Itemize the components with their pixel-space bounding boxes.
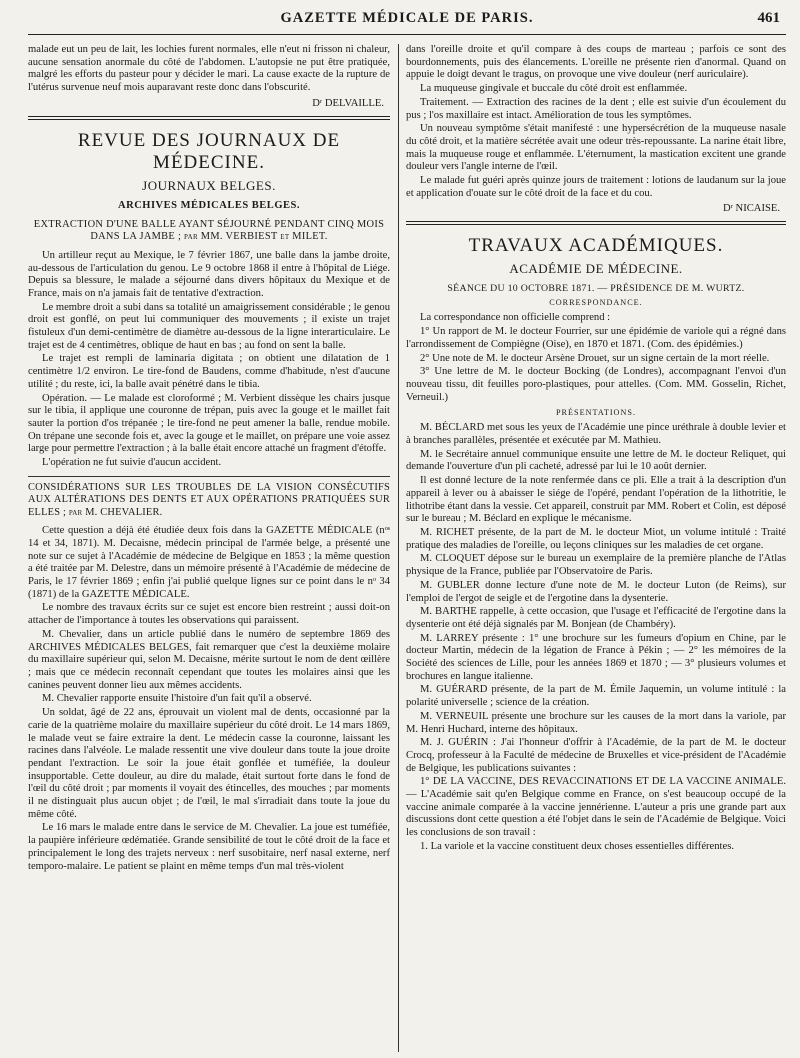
section-subtitle: JOURNAUX BELGES. xyxy=(142,177,276,193)
paragraph: 1° Un rapport de M. le docteur Fourrier, sur une épidémie de variole qui a régné dans l'arrondissement de Compiègne (Oise), en 1870 et 1871. (Com. des épidémies.) xyxy=(406,326,786,350)
article-title: CONSIDÉRATIONS SUR LES TROUBLES DE LA VISION CONSÉCUTIFS AUX ALTÉRATIONS DES DENTS ET AUX OPÉRATIONS PRATIQUÉES SUR ELLES ; par M. CHEVALIER. xyxy=(28,481,390,518)
paragraph: Le 16 mars le malade entre dans le service de M. Chevalier. La joue est tuméfiée, la paupière inférieure œdématiée. Grande sensibilité de tout le côté droit de la face et principalement le long des trajets nerveux : nerf susobitaire, nerf nasal externe, nerf temporo-malaire. Le patient se plaint en même temps d'un mal très-violent xyxy=(28,822,390,872)
divider xyxy=(28,116,390,120)
article-body xyxy=(28,525,390,873)
paragraph: La correspondance non officielle comprend : xyxy=(420,312,611,324)
paragraph: 1° DE LA VACCINE, DES REVACCINATIONS ET DE LA VACCINE ANIMALE. — L'Académie sait qu'en Belgique comme en France, on s'est beaucoup occupé de la vaccine animale comparée à la vaccine jennérienne. L'auteur a pris une grande part aux discussions dont cette question a été l'objet dans le sein de l'Académie de Belgique. Voici les conclusions de son travail : xyxy=(406,776,786,839)
columns xyxy=(28,44,786,1052)
paragraph: M. GUBLER donne lecture d'une note de M. le docteur Luton (de Reims), sur l'emploi de l'ergot de seigle et de l'ergotine dans la dysenterie. xyxy=(406,579,786,604)
paragraph: M. J. GUÉRIN : J'ai l'honneur d'offrir à l'Académie, de la part de M. le docteur Crocq, professeur à la Faculté de médecine de Bruxelles et vice-président de l'Académie de Belgique, les publications suivantes : xyxy=(406,737,786,774)
paragraph: L'opération ne fut suivie d'aucun accident. xyxy=(42,457,222,469)
left-column xyxy=(28,44,390,1052)
divider xyxy=(28,476,390,477)
paragraph: 2° Une note de M. le docteur Arsène Drouet, sur un signe certain de la mort réelle. xyxy=(420,352,770,364)
section-title: TRAVAUX ACADÉMIQUES. xyxy=(468,235,724,257)
paragraph: Traitement. — Extraction des racines de la dent ; elle est suivie d'un écoulement du pus ; l'os maxillaire est intact. Amélioration de tous les symptômes. xyxy=(406,96,786,121)
correspondance-body xyxy=(406,312,786,404)
column-divider xyxy=(398,44,399,1052)
paragraph: Le malade fut guéri après quinze jours de traitement : lotions de laudanum sur la joue et application d'ouate sur le côté droit de la face et du cou. xyxy=(406,175,786,199)
paragraph: Un nouveau symptôme s'était manifesté : une hypersécrétion de la muqueuse nasale du côté droit, et la matière sécrétée avait une odeur très-repoussante. La narine était libre, mais la muqueuse rouge et enflammée. L'éternument, la mastication excitent une grande douleur vers l'angle interne de l'œil. xyxy=(406,123,786,173)
paragraph: M. CLOQUET dépose sur le bureau un exemplaire de la première planche de l'Atlas physique de la France, publiée par l'Observatoire de Paris. xyxy=(406,553,786,578)
meeting-line: SÉANCE DU 10 OCTOBRE 1871. — PRÉSIDENCE DE M. WURTZ. xyxy=(447,283,745,295)
paragraph: Un soldat, âgé de 22 ans, éprouvait un violent mal de dents, occasionné par la carie de la quatrième molaire du maxillaire supérieur du côté droit. Le 14 mars 1869, le malade veut se faire extraire la dent. Le médecin casse la couronne, laissant les racines dans l'alvéole. Le malade ressentit une vive douleur dans toute la joue droite pendant l'extraction. Le soir la joue était gonflée et tuméfiée, la douleur insupportable. Cette douleur, au dire du malade, était surtout forte dans le fond de l'œil du côté droit ; par moments il voyait des étincelles, des mouches ; par moments il ne distinguait plus aucun objet ; de l'œil, le mal s'irradiait dans toute la joue du même côté. xyxy=(28,707,390,820)
page-number: 461 xyxy=(757,10,780,26)
subsection-label: PRÉSENTATIONS. xyxy=(556,408,636,418)
article-title: EXTRACTION D'UNE BALLE AYANT SÉJOURNÉ PENDANT CINQ MOIS DANS LA JAMBE ; par MM. VERBIEST et MILET. xyxy=(33,218,385,243)
paragraph: 3° Une lettre de M. le docteur Bocking (de Londres), accompagnant l'envoi d'un nouveau tissu, dit feuilles poro-plastiques, pour attelles. (Com. MM. Gosselin, Richet, Verneuil.) xyxy=(406,366,786,403)
paragraph: Il est donné lecture de la note renfermée dans ce pli. Elle a trait à la description d'un appareil à lever ou à abaisser le siége de l'opéré, pendant l'opération de la lithotritie, le lithotribe étant dans la vessie. Cet appareil, construit par MM. Robert et Colin, est déposé sur le bureau ; M. Béclard en explique le mécanisme. xyxy=(406,475,786,525)
paragraph: Un artilleur reçut au Mexique, le 7 février 1867, une balle dans la jambe droite, au-dessous de l'articulation du genou. Le 9 octobre 1868 il entre à l'hôpital de Liége. Depuis sa blessure, le malade a séjourné dans divers hôpitaux du Mexique et de France, mais on n'a jamais fait de tentative d'extraction. xyxy=(28,249,390,299)
paragraph: 1. La variole et la vaccine constituent deux choses essentielles différentes. xyxy=(420,840,734,852)
paragraph: Le trajet est rempli de laminaria digitata ; on obtient une dilatation de 1 centimètre 1/2 environ. Le tire-fond de Baudens, comme d'habitude, n'est d'aucune utilité ; du reste, ici, la balle avait pénétré dans le tibia. xyxy=(28,353,390,390)
paragraph: M. Chevalier rapporte ensuite l'histoire d'un fait qu'il a observé. xyxy=(42,693,312,705)
section-title: REVUE DES JOURNAUX DE MÉDECINE. xyxy=(77,129,341,173)
journal-title: GAZETTE MÉDICALE DE PARIS. xyxy=(280,10,534,26)
intro-text xyxy=(28,44,390,95)
journal-name: ARCHIVES MÉDICALES BELGES. xyxy=(118,199,300,211)
paragraph: M. LARREY présente : 1° une brochure sur les fumeurs d'opium en Chine, par le docteur Martin, médecin de la légation de France à Pékin ; — 2° les mémoires de la Société des sciences de Lille, pour les années 1869 et 1870 ; — 3° plusieurs volumes et brochures en langue italienne. xyxy=(406,632,786,682)
paragraph: Cette question a déjà été étudiée deux fois dans la GAZETTE MÉDICALE (nᵒˢ 14 et 34, 1871). M. Decaisne, médecin principal de l'armée belge, a présenté une note sur ce sujet à l'Académie de médecine de Belgique en 1853 ; la même question a été traitée par M. Delestre, dans un mémoire présenté à l'Académie de médecine de Paris, le 17 février 1869 ; enfin j'ai publié quelque lignes sur ce point dans le nᵒ 34 (1871) de la GAZETTE MÉDICALE. xyxy=(28,525,390,600)
section-subtitle: ACADÉMIE DE MÉDECINE. xyxy=(509,261,683,277)
paragraph: Opération. — Le malade est cloroformé ; M. Verbient dissèque les chairs jusque sur le tibia, il applique une couronne de trépan, puis avec la gouge et le maillet fait sauter la portion d'os trépanée ; le tire-fond ne peut amener la balle, rendue mobile. On trépane une seconde fois et, avec la gouge et le maillet, on prépare une voie assez large pour permettre l'extraction ; à la balle était encore attaché un fragment d'étoffe. xyxy=(28,392,390,455)
subsection-label: CORRESPONDANCE. xyxy=(549,298,643,308)
paragraph: M. Chevalier, dans un article publié dans le numéro de septembre 1869 des ARCHIVES MÉDICALES BELGES, fait remarquer que c'est la deuxième molaire du maxillaire supérieur qui, selon M. Decaisne, mérite surtout le nom de dent œillère ; mais que ce médecin reconnaît cependant que toutes les molaires ainsi que les canines peuvent donner lieu aux mêmes accidents. xyxy=(28,628,390,691)
paragraph: M. BÉCLARD met sous les yeux de l'Académie une pince uréthrale à double levier et à branches parallèles, présentée et exécutée par M. Mathieu. xyxy=(406,422,786,447)
paragraph: malade eut un peu de lait, les lochies furent normales, elle n'eut ni frisson ni chaleur, aucune sensation anormale du côté de l'abdomen. L'autopsie ne put être pratiquée, malgré les efforts du pasteur pour y décider le mari. La cause exacte de la rupture de l'utérus survenue neuf mois auparavant reste donc dans l'obscurité. xyxy=(28,44,390,94)
presentations-body xyxy=(406,422,786,853)
signature: Dʳ DELVAILLE. xyxy=(312,97,384,109)
signature: Dʳ NICAISE. xyxy=(722,203,780,215)
paragraph: M. BARTHE rappelle, à cette occasion, que l'usage et l'efficacité de l'ergotine dans la dysenterie ont été déjà signalés par M. Bonjean (de Chambéry). xyxy=(406,606,786,630)
page-header xyxy=(28,0,786,35)
right-column xyxy=(406,44,786,1052)
paragraph: Le membre droit a subi dans sa totalité un amaigrissement considérable ; le genou droit est gonflé, on peut lui communiquer des mouvements ; il existe un trajet fistuleux d'un demi-centimètre de diamètre au-dessous de la ligne interarticulaire. Le trajet est de 4 centimètres, oblique de haut en bas ; au fond on sent la balle. xyxy=(28,301,390,351)
paragraph: La muqueuse gingivale et buccale du côté droit est enflammée. xyxy=(420,83,688,95)
divider xyxy=(406,221,786,225)
paragraph: dans l'oreille droite et qu'il compare à des coups de marteau ; parfois ce sont des bourdonnements, puis des élancements. L'oreille ne présente rien d'anormal. Quand on appuie le doigt devant le tragus, on provoque une vive douleur (nerf auriculaire). xyxy=(406,44,786,81)
continued-text xyxy=(406,44,786,200)
paragraph: M. VERNEUIL présente une brochure sur les causes de la mort dans la variole, par M. Henri Huchard, interne des hôpitaux. xyxy=(406,710,786,735)
article-body xyxy=(28,250,390,470)
paragraph: M. RICHET présente, de la part de M. le docteur Miot, un volume intitulé : Traité pratique des maladies de l'oreille, ou leçons cliniques sur les maladies de cet organe. xyxy=(406,526,786,551)
paragraph: M. le Secrétaire annuel communique ensuite une lettre de M. le docteur Reliquet, qui demande l'ouverture d'un pli cacheté, adressé par lui le 10 août dernier. xyxy=(406,448,786,473)
paragraph: Le nombre des travaux écrits sur ce sujet est encore bien restreint ; aussi doit-on attacher de l'importance à toutes les observations qui paraissent. xyxy=(28,602,390,627)
paragraph: M. GUÉRARD présente, de la part de M. Émile Jaquemin, un volume intitulé : la polarité universelle ; science de la création. xyxy=(406,684,786,709)
